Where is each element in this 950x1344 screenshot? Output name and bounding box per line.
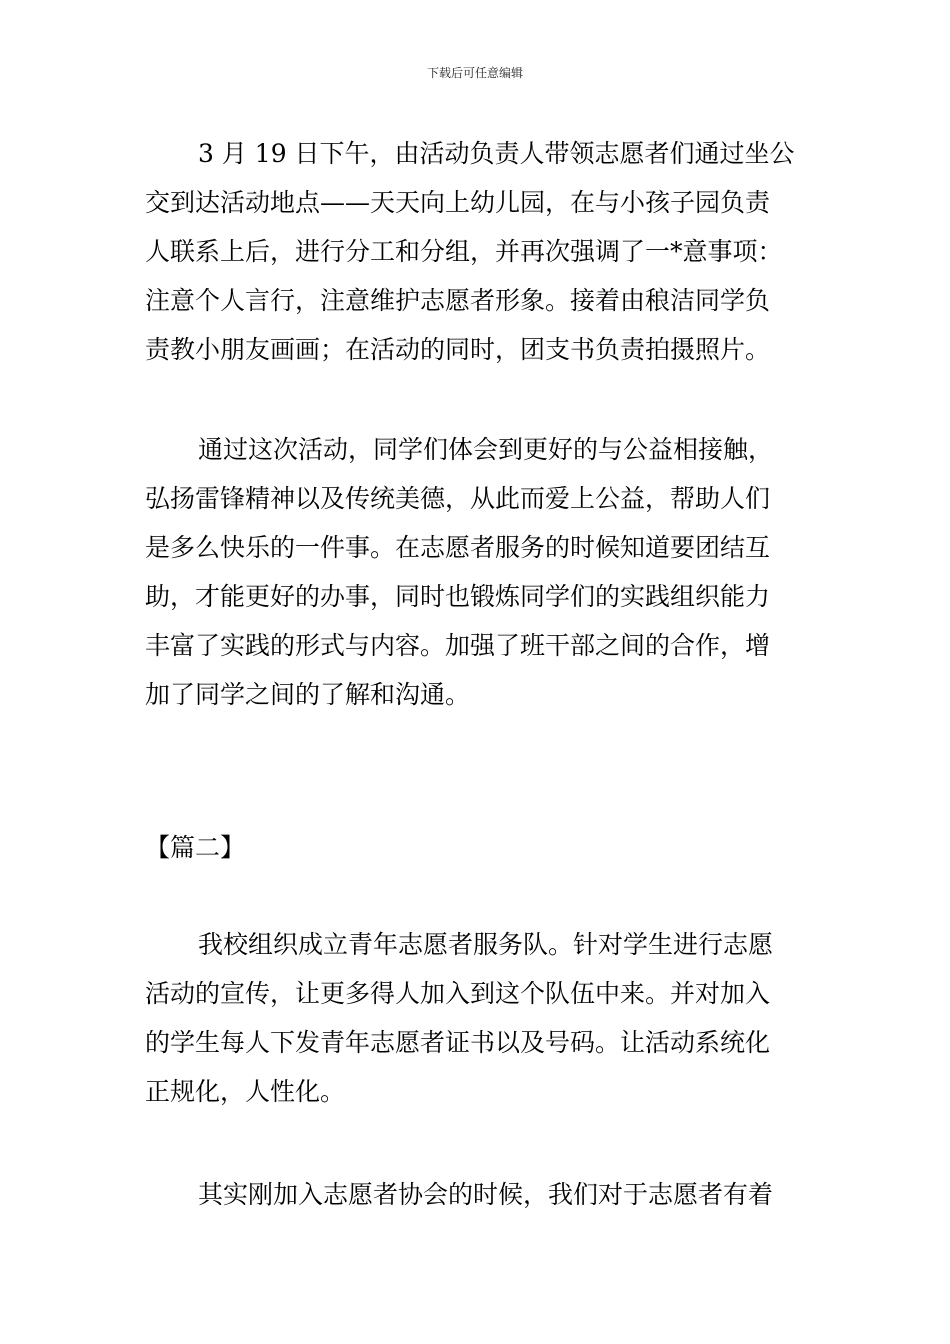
paragraph-line: 是多么快乐的一件事。在志愿者服务的时候知道要团结互: [145, 533, 771, 562]
paragraph-line: 助，才能更好的办事，同时也锻炼同学们的实践组织能力: [145, 582, 771, 611]
paragraph-4: [145, 1170, 810, 1219]
paragraph-line: 人联系上后，进行分工和分组，并再次强调了一*意事项：: [145, 237, 783, 266]
section-heading-text: 【篇二】: [145, 833, 246, 862]
paragraph-line: 正规化，人性化。: [145, 1077, 346, 1106]
paragraph-line: 活动的宣传，让更多得人加入到这个队伍中来。并对加入: [145, 979, 771, 1008]
paragraph-1: [145, 129, 810, 374]
paragraph-2: [145, 425, 810, 719]
paragraph-line: 弘扬雷锋精神以及传统美德，从此而爱上公益，帮助人们: [145, 484, 771, 513]
paragraph-3: [145, 920, 810, 1116]
paragraph-line: 丰富了实践的形式与内容。加强了班干部之间的合作，增: [145, 631, 771, 660]
paragraph-line: 通过这次活动，同学们体会到更好的与公益相接触，: [198, 435, 774, 464]
paragraph-line: 加了同学之间的了解和沟通。: [145, 680, 471, 709]
paragraph-line: 其实刚加入志愿者协会的时候，我们对于志愿者有着: [198, 1180, 774, 1209]
paragraph-line: 责教小朋友画画；在活动的同时，团支书负责拍摄照片。: [145, 335, 771, 364]
paragraph-line: 注意个人言行，注意维护志愿者形象。接着由稂洁同学负: [145, 286, 771, 315]
paragraph-line: 的学生每人下发青年志愿者证书以及号码。让活动系统化: [145, 1028, 771, 1057]
paragraph-line: 我校组织成立青年志愿者服务队。针对学生进行志愿: [198, 930, 774, 959]
paragraph-line: 3 月 19 日下午，由活动负责人带领志愿者们通过坐公: [198, 139, 795, 168]
page-header: 下载后可任意编辑: [426, 66, 523, 80]
section-heading: [145, 823, 810, 872]
paragraph-line: 交到达活动地点——天天向上幼儿园，在与小孩子园负责: [145, 188, 771, 217]
